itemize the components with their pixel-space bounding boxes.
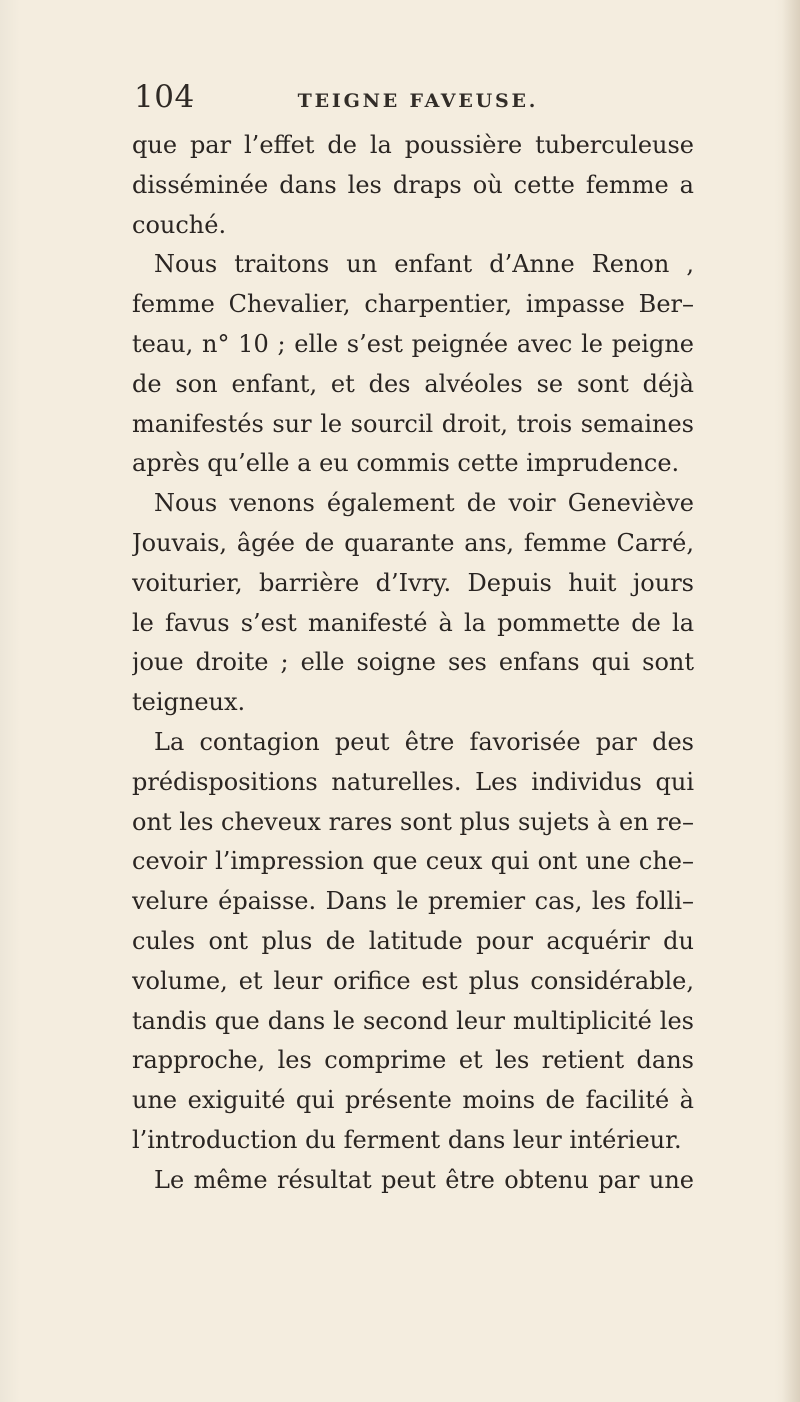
text-line: l’introduction du ferment dans leur intérieur. — [132, 1125, 682, 1154]
text-line: teau, n° 10 ; elle s’est peignée avec le peigne — [132, 329, 694, 358]
text-line: Jouvais, âgée de quarante ans, femme Carré, — [132, 528, 694, 557]
text-line: Le même résultat peut être obtenu par une — [154, 1165, 694, 1194]
text-line: que par l’effet de la poussière tuberculeuse — [132, 131, 694, 159]
text-line: La contagion peut être favorisée par des — [154, 727, 694, 756]
text-line: manifestés sur le sourcil droit, trois semaines — [132, 409, 694, 438]
text-line: Nous traitons un enfant d’Anne Renon , — [154, 250, 694, 279]
body-text — [132, 126, 694, 1201]
text-line: joue droite ; elle soigne ses enfans qui sont — [132, 648, 694, 677]
text-line: femme Chevalier, charpentier, impasse Ber– — [132, 290, 694, 319]
text-line: couché. — [132, 210, 227, 239]
text-line: Nous venons également de voir Geneviève — [154, 489, 694, 518]
text-line: teigneux. — [132, 688, 246, 717]
text-line: après qu’elle a eu commis cette imprudence. — [132, 449, 680, 478]
page-edge-shadow — [782, 0, 800, 1402]
text-line: voiturier, barrière d’Ivry. Depuis huit jours — [132, 568, 694, 597]
text-line: de son enfant, et des alvéoles se sont déjà — [132, 369, 694, 398]
text-line: cevoir l’impression que ceux qui ont une che– — [132, 847, 694, 876]
page-header — [134, 79, 684, 119]
text-line: tandis que dans le second leur multiplicité les — [132, 1006, 694, 1035]
page-number: 104 — [134, 79, 195, 115]
text-line: prédispositions naturelles. Les individus qui — [132, 767, 694, 796]
text-line: velure épaisse. Dans le premier cas, les folli– — [132, 887, 694, 916]
text-line: cules ont plus de latitude pour acquérir du — [132, 926, 694, 955]
text-line: disséminée dans les draps où cette femme a — [132, 170, 694, 199]
running-title: TEIGNE FAVEUSE. — [297, 90, 539, 112]
text-line: rapproche, les comprime et les retient dans — [132, 1046, 694, 1075]
text-line: une exiguité qui présente moins de facilité à — [132, 1086, 694, 1115]
text-line: le favus s’est manifesté à la pommette de la — [132, 608, 694, 637]
text-line: volume, et leur orifice est plus considérable, — [132, 966, 694, 995]
text-line: ont les cheveux rares sont plus sujets à en re– — [132, 807, 694, 836]
